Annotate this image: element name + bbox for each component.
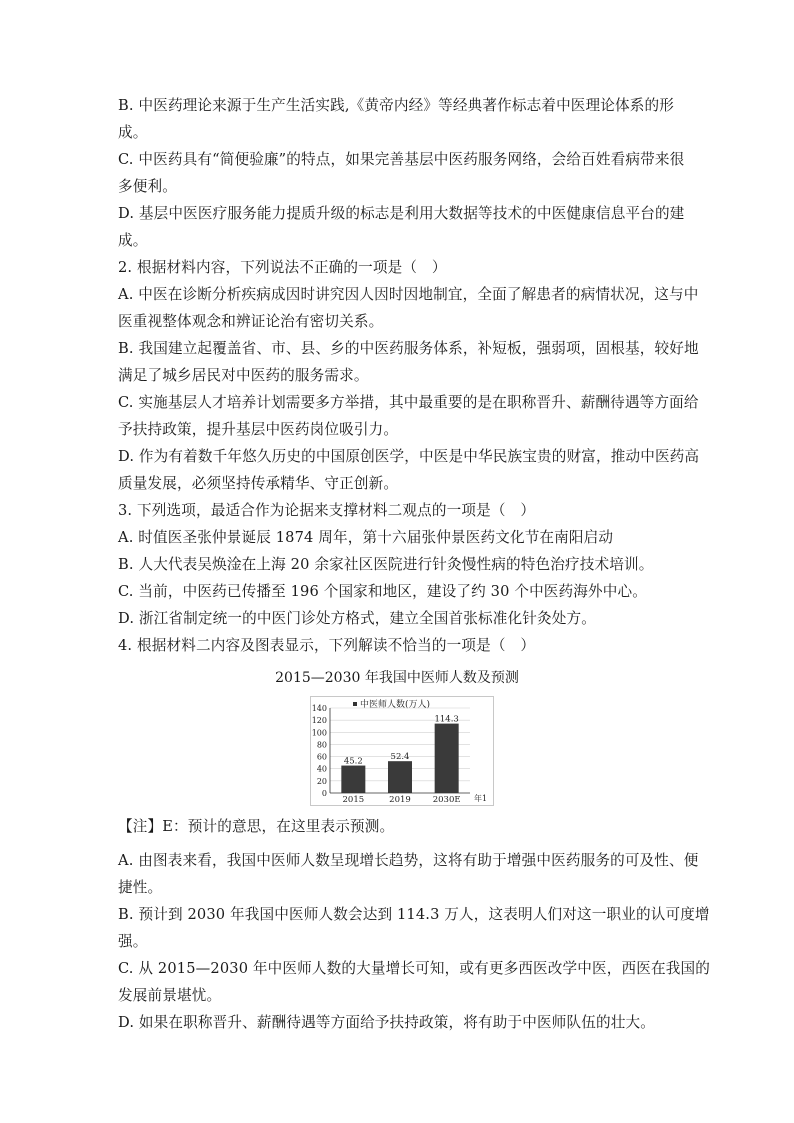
q4-option-d: D. 如果在职称晋升、薪酬待遇等方面给予扶持政策，将有助于中医师队伍的壮大。	[118, 1014, 655, 1031]
x-tick-label: 2030E	[432, 795, 461, 805]
legend-label: 中医师人数(万人)	[360, 700, 431, 710]
option-d-line2: 成。	[118, 232, 148, 249]
bar-2015	[341, 766, 365, 793]
q2-option-c-line2: 予扶持政策，提升基层中医药岗位吸引力。	[118, 421, 399, 438]
bar-2030E	[435, 724, 459, 793]
q4-option-c-line1: C. 从 2015—2030 年中医师人数的大量增长可知，或有更多西医改学中医，西医在我国的	[118, 960, 710, 977]
bar-value-label: 52.4	[390, 752, 410, 763]
bar-chart	[310, 696, 494, 806]
q4-option-a-line2: 捷性。	[118, 879, 163, 896]
q2-option-b-line2: 满足了城乡居民对中医药的服务需求。	[118, 367, 369, 384]
question-2-stem: 2. 根据材料内容，下列说法不正确的一项是（ ）	[118, 259, 447, 276]
q3-option-d: D. 浙江省制定统一的中医门诊处方格式，建立全国首张标准化针灸处方。	[118, 610, 596, 627]
option-d-line1: D. 基层中医医疗服务能力提质升级的标志是利用大数据等技术的中医健康信息平台的建	[118, 205, 685, 222]
y-tick-label: 80	[316, 740, 327, 750]
q2-option-a-line1: A. 中医在诊断分析疾病成因时讲究因人因时因地制宜，全面了解患者的病情状况，这与中	[118, 286, 699, 303]
y-tick-label: 20	[316, 776, 327, 786]
q4-option-c-line2: 发展前景堪忧。	[118, 987, 222, 1004]
x-tick-label: 2019	[389, 795, 411, 805]
q3-option-b: B. 人大代表吴焕淦在上海 20 余家社区医院进行针灸慢性病的特色治疗技术培训。	[118, 556, 654, 573]
q2-option-b-line1: B. 我国建立起覆盖省、市、县、乡的中医药服务体系，补短板，强弱项，固根基，较好地	[118, 340, 699, 357]
chart-title: 2015—2030 年我国中医师人数及预测	[275, 670, 519, 686]
y-tick-label: 40	[316, 764, 327, 774]
q2-option-a-line2: 医重视整体观念和辨证论治有密切关系。	[118, 313, 384, 330]
q3-option-c: C. 当前，中医药已传播至 196 个国家和地区，建设了约 30 个中医药海外中心。	[118, 583, 648, 600]
q3-option-a: A. 时值医圣张仲景诞辰 1874 周年，第十六届张仲景医药文化节在南阳启动	[118, 529, 614, 546]
bar-value-label: 45.2	[343, 756, 363, 767]
question-3-stem: 3. 下列选项，最适合作为论据来支撑材料二观点的一项是（ ）	[118, 502, 536, 519]
x-tick-label: 2015	[342, 795, 365, 805]
y-tick-label: 60	[316, 752, 327, 762]
bar-value-label: 114.3	[434, 714, 459, 725]
option-b-line2: 成。	[118, 124, 148, 141]
q4-option-b-line2: 强。	[118, 933, 148, 950]
chart-note: 【注】E：预计的意思，在这里表示预测。	[118, 818, 395, 835]
y-tick-label: 140	[311, 704, 327, 713]
y-tick-label: 100	[311, 728, 327, 738]
option-c-line2: 多便利。	[118, 178, 177, 195]
question-4-stem: 4. 根据材料二内容及图表显示，下列解读不恰当的一项是（ ）	[118, 637, 536, 654]
q2-option-c-line1: C. 实施基层人才培养计划需要多方举措，其中最重要的是在职称晋升、薪酬待遇等方面给	[118, 394, 699, 411]
legend-swatch	[353, 702, 357, 706]
q2-option-d-line1: D. 作为有着数千年悠久历史的中国原创医学，中医是中华民族宝贵的财富，推动中医药高	[118, 448, 700, 465]
option-c-line1: C. 中医药具有“简便验廉”的特点，如果完善基层中医药服务网络，会给百姓看病带来很	[118, 151, 685, 168]
q2-option-d-line2: 质量发展，必须坚持传承精华、守正创新。	[118, 475, 399, 492]
q4-option-b-line1: B. 预计到 2030 年我国中医师人数会达到 114.3 万人，这表明人们对这一职业的认可度增	[118, 906, 710, 923]
bar-2019	[388, 761, 412, 793]
axis-suffix: 年1	[474, 794, 488, 803]
y-tick-label: 120	[311, 716, 327, 726]
q4-option-a-line1: A. 由图表来看，我国中医师人数呈现增长趋势，这将有助于增强中医药服务的可及性、便	[118, 852, 699, 869]
option-b-line1: B. 中医药理论来源于生产生活实践,《黄帝内经》等经典著作标志着中医理论体系的形	[118, 97, 675, 114]
y-tick-label: 0	[321, 789, 327, 798]
